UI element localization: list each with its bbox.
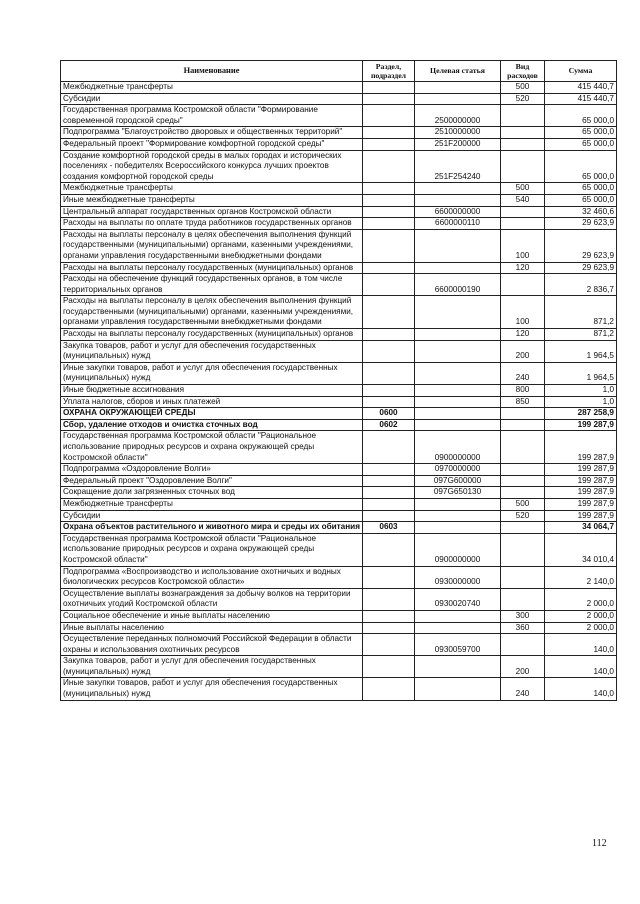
row-section: 0600 [363, 408, 415, 420]
row-section [363, 183, 415, 195]
row-type [501, 533, 545, 566]
row-target [415, 340, 501, 362]
row-sum: 199 287,9 [545, 475, 617, 487]
row-target [415, 82, 501, 94]
row-name: Межбюджетные трансферты [61, 498, 363, 510]
row-name: Создание комфортной городской среды в малых городах и исторических поселениях - победителях Всероссийского конкурса лучших проектов создания комфортной городской среды [61, 150, 363, 183]
row-section [363, 498, 415, 510]
row-name: Закупка товаров, работ и услуг для обеспечения государственных (муниципальных) нужд [61, 340, 363, 362]
row-sum: 871,2 [545, 296, 617, 329]
row-sum: 2 000,0 [545, 622, 617, 634]
table-row [61, 127, 617, 139]
row-sum: 2 000,0 [545, 588, 617, 610]
row-section [363, 656, 415, 678]
row-type [501, 150, 545, 183]
row-name: Закупка товаров, работ и услуг для обеспечения государственных (муниципальных) нужд [61, 656, 363, 678]
row-type [501, 431, 545, 464]
row-target [415, 622, 501, 634]
row-type: 540 [501, 194, 545, 206]
row-target [415, 385, 501, 397]
row-name: Иные межбюджетные трансферты [61, 194, 363, 206]
row-section: 0603 [363, 522, 415, 534]
row-target [415, 408, 501, 420]
row-name: Государственная программа Костромской области "Рациональное использование природных ресурсов и охрана окружающей среды Костромской области" [61, 533, 363, 566]
row-type: 800 [501, 385, 545, 397]
row-sum: 415 440,7 [545, 93, 617, 105]
table-row [61, 610, 617, 622]
row-target [415, 194, 501, 206]
row-section [363, 194, 415, 206]
row-name: Социальное обеспечение и иные выплаты населению [61, 610, 363, 622]
table-row [61, 229, 617, 262]
row-section [363, 475, 415, 487]
row-section [363, 431, 415, 464]
row-type [501, 419, 545, 431]
row-target [415, 396, 501, 408]
row-sum: 199 287,9 [545, 431, 617, 464]
row-target: 6600000110 [415, 218, 501, 230]
row-section [363, 105, 415, 127]
row-section [363, 678, 415, 700]
table-row [61, 588, 617, 610]
row-sum: 2 140,0 [545, 566, 617, 588]
table-row [61, 634, 617, 656]
table-row [61, 656, 617, 678]
row-type [501, 566, 545, 588]
row-name: Иные закупки товаров, работ и услуг для обеспечения государственных (муниципальных) нужд [61, 362, 363, 384]
row-sum: 32 460,6 [545, 206, 617, 218]
table-row [61, 93, 617, 105]
row-type [501, 274, 545, 296]
row-sum: 1 964,5 [545, 340, 617, 362]
row-section [363, 82, 415, 94]
table-body [61, 82, 617, 701]
table-row [61, 362, 617, 384]
row-target: 0930000000 [415, 566, 501, 588]
row-target: 0930020740 [415, 588, 501, 610]
row-name: Охрана объектов растительного и животного мира и среды их обитания [61, 522, 363, 534]
row-section [363, 218, 415, 230]
page-number: 112 [592, 838, 607, 849]
row-target [415, 262, 501, 274]
row-target [415, 522, 501, 534]
row-target: 2500000000 [415, 105, 501, 127]
row-sum: 1 964,5 [545, 362, 617, 384]
row-sum: 65 000,0 [545, 127, 617, 139]
row-section [363, 610, 415, 622]
row-section: 0602 [363, 419, 415, 431]
table-row [61, 262, 617, 274]
row-sum: 199 287,9 [545, 464, 617, 476]
row-name: Иные закупки товаров, работ и услуг для обеспечения государственных (муниципальных) нужд [61, 678, 363, 700]
row-type: 120 [501, 329, 545, 341]
row-sum: 34 064,7 [545, 522, 617, 534]
row-name: Расходы на выплаты персоналу в целях обеспечения выполнения функций государственными (муниципальными) органами, казенными учреждениями, органами управления государственными внебюджетными фондами [61, 229, 363, 262]
row-name: Осуществление переданных полномочий Российской Федерации в области охраны и использования охотничьих ресурсов [61, 634, 363, 656]
row-name: Уплата налогов, сборов и иных платежей [61, 396, 363, 408]
table-row [61, 183, 617, 195]
row-target: 0900000000 [415, 431, 501, 464]
row-type [501, 588, 545, 610]
row-type: 200 [501, 340, 545, 362]
row-name: Субсидии [61, 510, 363, 522]
row-section [363, 396, 415, 408]
row-target: 097G600000 [415, 475, 501, 487]
row-target: 0930059700 [415, 634, 501, 656]
row-name: Расходы на выплаты персоналу государственных (муниципальных) органов [61, 329, 363, 341]
row-name: Подпрограмма «Оздоровление Волги» [61, 464, 363, 476]
table-row [61, 82, 617, 94]
row-name: Сокращение доли загрязненных сточных вод [61, 487, 363, 499]
row-type [501, 475, 545, 487]
row-sum: 65 000,0 [545, 183, 617, 195]
row-type: 500 [501, 183, 545, 195]
row-section [363, 340, 415, 362]
row-sum: 199 287,9 [545, 419, 617, 431]
row-sum: 140,0 [545, 656, 617, 678]
budget-table [60, 60, 617, 701]
row-section [363, 206, 415, 218]
row-type: 300 [501, 610, 545, 622]
row-sum: 2 836,7 [545, 274, 617, 296]
row-sum: 65 000,0 [545, 138, 617, 150]
row-section [363, 362, 415, 384]
header-name: Наименование [61, 61, 363, 82]
row-target: 251F254240 [415, 150, 501, 183]
row-section [363, 127, 415, 139]
row-sum: 140,0 [545, 678, 617, 700]
row-sum: 2 000,0 [545, 610, 617, 622]
row-name: Межбюджетные трансферты [61, 82, 363, 94]
table-row [61, 218, 617, 230]
row-type: 850 [501, 396, 545, 408]
table-row [61, 510, 617, 522]
row-target [415, 610, 501, 622]
table-row [61, 206, 617, 218]
table-row [61, 150, 617, 183]
table-row [61, 475, 617, 487]
row-type [501, 138, 545, 150]
row-sum: 29 623,9 [545, 229, 617, 262]
row-target: 2510000000 [415, 127, 501, 139]
row-type: 240 [501, 678, 545, 700]
row-target [415, 183, 501, 195]
row-type [501, 464, 545, 476]
row-name: Федеральный проект "Оздоровление Волги" [61, 475, 363, 487]
row-name: Расходы на выплаты персоналу в целях обеспечения выполнения функций государственными (муниципальными) органами, казенными учреждениями, органами управления государственными внебюджетными фондами [61, 296, 363, 329]
row-section [363, 274, 415, 296]
row-type: 100 [501, 296, 545, 329]
table-row [61, 105, 617, 127]
row-name: Сбор, удаление отходов и очистка сточных вод [61, 419, 363, 431]
row-section [363, 262, 415, 274]
row-type: 520 [501, 93, 545, 105]
row-name: Иные выплаты населению [61, 622, 363, 634]
row-type [501, 634, 545, 656]
row-target [415, 362, 501, 384]
row-sum: 199 287,9 [545, 510, 617, 522]
row-sum: 415 440,7 [545, 82, 617, 94]
row-sum: 199 287,9 [545, 487, 617, 499]
row-name: Иные бюджетные ассигнования [61, 385, 363, 397]
table-row [61, 487, 617, 499]
row-target: 0970000000 [415, 464, 501, 476]
table-row [61, 522, 617, 534]
row-type: 360 [501, 622, 545, 634]
table-row [61, 385, 617, 397]
row-name: ОХРАНА ОКРУЖАЮЩЕЙ СРЕДЫ [61, 408, 363, 420]
row-sum: 199 287,9 [545, 498, 617, 510]
row-name: Федеральный проект "Формирование комфортной городской среды" [61, 138, 363, 150]
row-type: 500 [501, 498, 545, 510]
row-target [415, 229, 501, 262]
table-row [61, 431, 617, 464]
row-name: Расходы на выплаты персоналу государственных (муниципальных) органов [61, 262, 363, 274]
row-sum: 1,0 [545, 396, 617, 408]
row-target: 0900000000 [415, 533, 501, 566]
row-section [363, 229, 415, 262]
row-section [363, 510, 415, 522]
table-row [61, 622, 617, 634]
table-header-row [61, 61, 617, 82]
row-name: Центральный аппарат государственных органов Костромской области [61, 206, 363, 218]
row-section [363, 622, 415, 634]
row-type [501, 218, 545, 230]
row-section [363, 150, 415, 183]
row-section [363, 329, 415, 341]
header-target: Целевая статья [415, 61, 501, 82]
row-section [363, 138, 415, 150]
table-row [61, 138, 617, 150]
table-row [61, 296, 617, 329]
row-name: Расходы на обеспечение функций государственных органов, в том числе территориальных органов [61, 274, 363, 296]
row-target [415, 498, 501, 510]
table-row [61, 566, 617, 588]
table-row [61, 396, 617, 408]
row-section [363, 464, 415, 476]
row-section [363, 93, 415, 105]
row-type [501, 487, 545, 499]
row-type [501, 105, 545, 127]
table-row [61, 464, 617, 476]
row-name: Расходы на выплаты по оплате труда работников государственных органов [61, 218, 363, 230]
row-type: 200 [501, 656, 545, 678]
row-section [363, 385, 415, 397]
row-target: 097G650130 [415, 487, 501, 499]
table-row [61, 274, 617, 296]
row-name: Субсидии [61, 93, 363, 105]
row-target [415, 329, 501, 341]
header-sum: Сумма [545, 61, 617, 82]
row-name: Межбюджетные трансферты [61, 183, 363, 195]
row-section [363, 566, 415, 588]
row-sum: 871,2 [545, 329, 617, 341]
row-section [363, 296, 415, 329]
table-row [61, 533, 617, 566]
row-target: 251F200000 [415, 138, 501, 150]
row-name: Подпрограмма «Воспроизводство и использование охотничьих и водных биологических ресурсов Костромской области» [61, 566, 363, 588]
table-row [61, 329, 617, 341]
row-type: 500 [501, 82, 545, 94]
row-type: 100 [501, 229, 545, 262]
row-sum: 29 623,9 [545, 218, 617, 230]
row-sum: 287 258,9 [545, 408, 617, 420]
row-name: Осуществление выплаты вознаграждения за добычу волков на территории охотничьих угодий Костромской области [61, 588, 363, 610]
row-section [363, 588, 415, 610]
row-target [415, 656, 501, 678]
header-section: Раздел, подраздел [363, 61, 415, 82]
row-name: Подпрограмма "Благоустройство дворовых и общественных территорий" [61, 127, 363, 139]
table-row [61, 194, 617, 206]
table-row [61, 408, 617, 420]
row-type [501, 206, 545, 218]
row-type [501, 127, 545, 139]
row-type [501, 522, 545, 534]
table-row [61, 678, 617, 700]
row-type: 240 [501, 362, 545, 384]
row-section [363, 487, 415, 499]
row-sum: 140,0 [545, 634, 617, 656]
row-sum: 1,0 [545, 385, 617, 397]
table-row [61, 419, 617, 431]
row-name: Государственная программа Костромской области "Формирование современной городской среды" [61, 105, 363, 127]
header-type: Вид расходов [501, 61, 545, 82]
row-target [415, 510, 501, 522]
table-row [61, 340, 617, 362]
row-target [415, 678, 501, 700]
row-target [415, 93, 501, 105]
row-target [415, 419, 501, 431]
row-type: 120 [501, 262, 545, 274]
row-sum: 65 000,0 [545, 150, 617, 183]
row-target: 6600000190 [415, 274, 501, 296]
row-section [363, 533, 415, 566]
row-name: Государственная программа Костромской области "Рациональное использование природных ресурсов и охрана окружающей среды Костромской области" [61, 431, 363, 464]
row-target: 6600000000 [415, 206, 501, 218]
row-sum: 65 000,0 [545, 194, 617, 206]
row-type [501, 408, 545, 420]
row-sum: 34 010,4 [545, 533, 617, 566]
row-sum: 65 000,0 [545, 105, 617, 127]
row-type: 520 [501, 510, 545, 522]
row-target [415, 296, 501, 329]
row-section [363, 634, 415, 656]
table-row [61, 498, 617, 510]
row-sum: 29 623,9 [545, 262, 617, 274]
